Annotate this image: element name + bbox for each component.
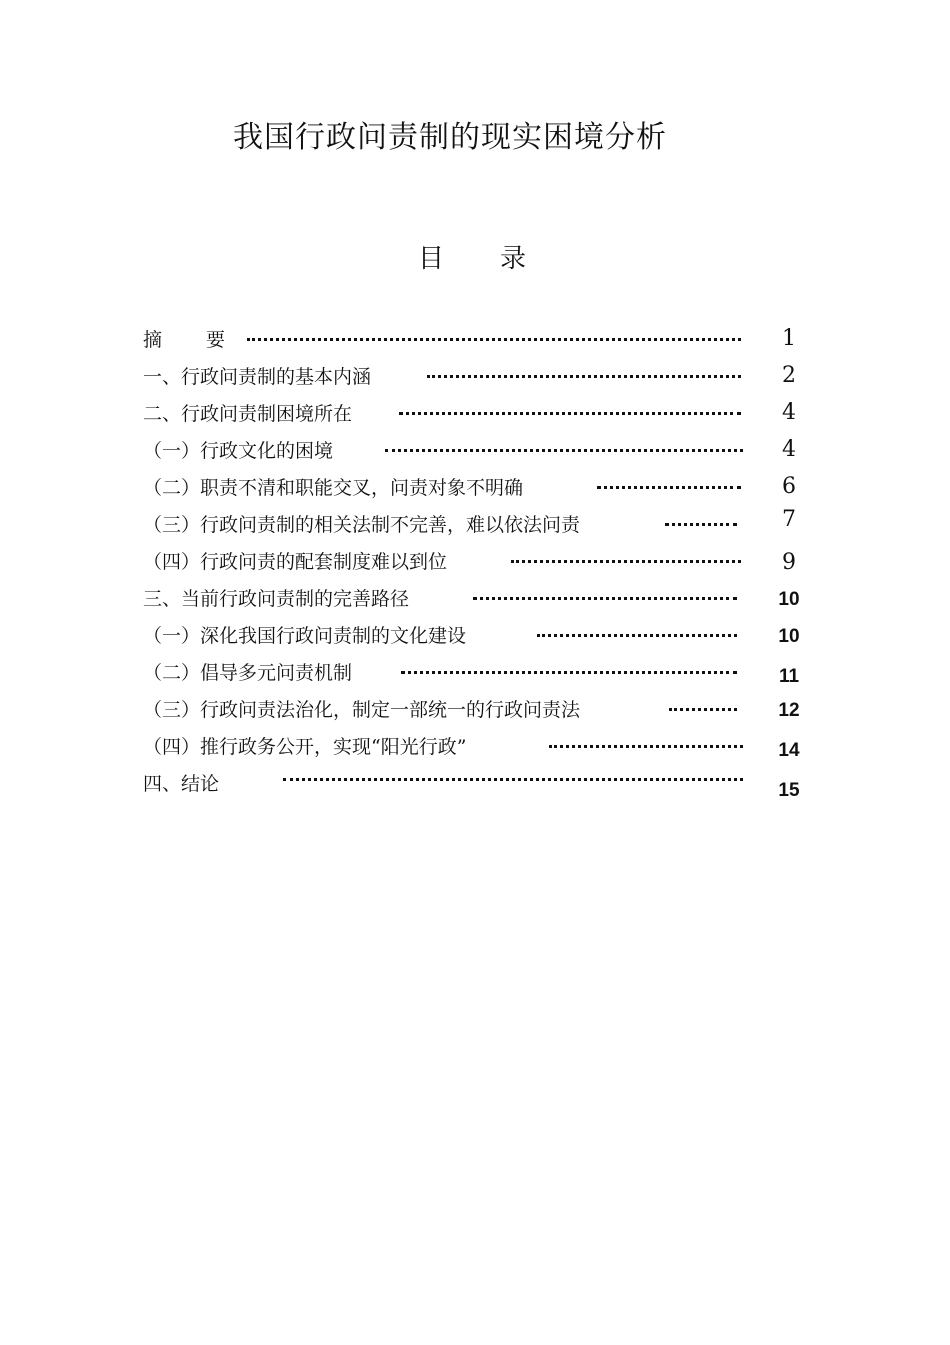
toc-leader-dots [399, 412, 741, 415]
toc-entry-page: 1 [782, 326, 796, 351]
toc-entry-section-2-1[interactable] [143, 431, 823, 468]
toc-entry-section-2-3[interactable] [143, 505, 823, 542]
toc-entry-page: 7 [782, 507, 796, 532]
toc-entry-page: 9 [782, 550, 796, 575]
toc-leader-dots [401, 671, 737, 674]
toc-entry-section-3-4[interactable] [143, 727, 823, 764]
toc-leader-dots [427, 375, 741, 378]
toc-entry-label: （二）倡导多元问责机制 [143, 662, 353, 684]
toc-entry-section-2-2[interactable] [143, 468, 823, 505]
toc-entry-page: 6 [782, 474, 796, 499]
toc-entry-label: （三）行政问责法治化，制定一部统一的行政问责法 [143, 699, 581, 721]
toc-entry-label: （四）行政问责的配套制度难以到位 [143, 551, 448, 573]
toc-leader-dots [665, 523, 737, 526]
toc-leader-dots [669, 708, 737, 711]
toc-entry-label: （一）深化我国行政问责制的文化建设 [143, 625, 467, 647]
toc-entry-page: 11 [778, 666, 800, 687]
toc-entry-section-2[interactable] [143, 394, 823, 431]
toc-entry-page: 4 [782, 437, 796, 462]
toc-entry-section-2-4[interactable] [143, 542, 823, 579]
toc-entry-label: （四）推行政务公开，实现“阳光行政” [143, 736, 467, 758]
toc-leader-dots [473, 597, 737, 600]
toc-leader-dots [385, 449, 743, 452]
toc-entry-label: 一、行政问责制的基本内涵 [143, 366, 372, 388]
table-of-contents [143, 320, 823, 801]
toc-entry-section-3-3[interactable] [143, 690, 823, 727]
toc-leader-dots [283, 778, 743, 781]
toc-entry-label: 摘要 [143, 329, 270, 351]
document-title: 我国行政问责制的现实困境分析 [233, 120, 667, 155]
toc-leader-dots [597, 486, 741, 489]
toc-entry-abstract[interactable] [143, 320, 823, 357]
toc-entry-label: 二、行政问责制困境所在 [143, 403, 353, 425]
toc-entry-label: （一）行政文化的困境 [143, 440, 334, 462]
toc-entry-page: 2 [782, 363, 796, 388]
toc-entry-label: 四、结论 [143, 773, 220, 795]
toc-entry-page: 10 [778, 626, 800, 647]
toc-entry-section-3-2[interactable] [143, 653, 823, 690]
toc-heading: 目录 [418, 244, 583, 274]
toc-entry-page: 12 [778, 700, 800, 721]
toc-leader-dots [511, 560, 741, 563]
toc-leader-dots [247, 338, 741, 341]
toc-entry-page: 14 [778, 740, 800, 761]
toc-entry-section-4[interactable] [143, 764, 823, 801]
toc-entry-label: （三）行政问责制的相关法制不完善，难以依法问责 [143, 514, 581, 536]
toc-entry-section-1[interactable] [143, 357, 823, 394]
toc-entry-section-3[interactable] [143, 579, 823, 616]
toc-entry-page: 15 [778, 780, 800, 801]
toc-entry-page: 10 [778, 589, 800, 610]
toc-entry-label: （二）职责不清和职能交叉，问责对象不明确 [143, 477, 524, 499]
toc-entry-label: 三、当前行政问责制的完善路径 [143, 588, 410, 610]
toc-leader-dots [549, 745, 743, 748]
toc-leader-dots [537, 634, 737, 637]
toc-entry-section-3-1[interactable] [143, 616, 823, 653]
toc-entry-page: 4 [782, 400, 796, 425]
